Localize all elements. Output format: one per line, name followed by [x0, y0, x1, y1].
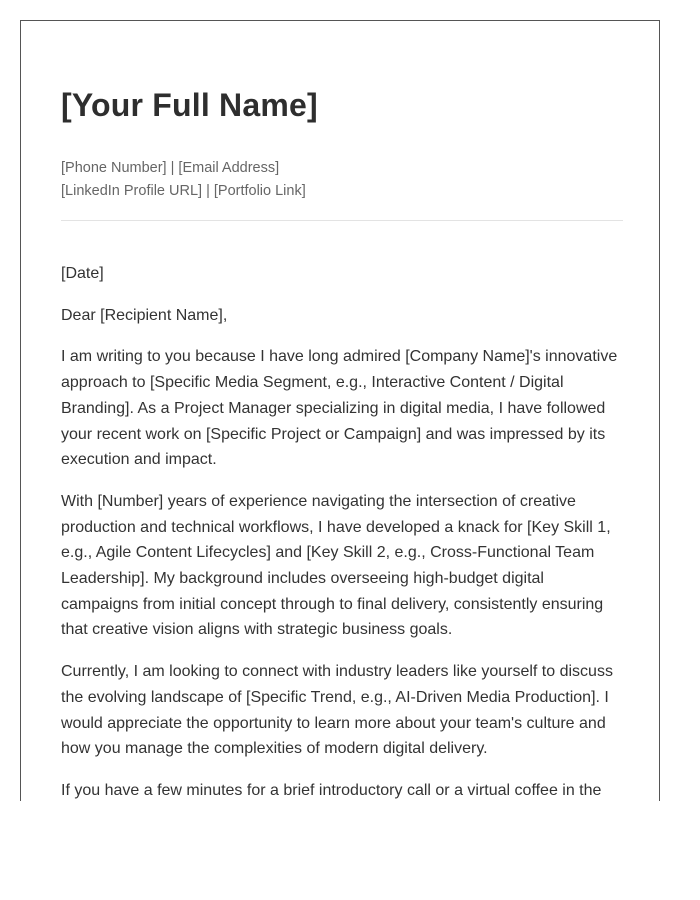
contact-info — [61, 157, 306, 203]
letter-paragraph-2: With [Number] years of experience navigating the intersection of creative production and technical workflows, I have developed a knack for [Key Skill 1, e.g., Agile Content Lifecycles] and [Key Skill 2, e.g., Cross-Functional Team Leadership]. My background includes overseeing high-budget digital campaigns from initial concept through to final delivery, consistently ensuring that creative vision aligns with strategic business goals. — [61, 492, 611, 639]
sender-name: [Your Full Name] — [61, 87, 318, 123]
letter-paragraph-4: If you have a few minutes for a brief introductory call or a virtual coffee in the — [61, 781, 602, 799]
letter-paragraph-3: Currently, I am looking to connect with industry leaders like yourself to discuss the evolving landscape of [Specific Trend, e.g., AI-Driven Media Production]. I would appreciate the opportunity to learn more about your team's culture and how you manage the complexities of modern digital delivery. — [61, 663, 613, 758]
letter-page — [20, 20, 660, 801]
contact-line-phone-email: [Phone Number] | [Email Address] — [61, 160, 280, 176]
letter-date: [Date] — [61, 265, 104, 282]
letter-salutation: Dear [Recipient Name], — [61, 306, 228, 324]
contact-line-links: [LinkedIn Profile URL] | [Portfolio Link] — [61, 183, 306, 199]
letter-paragraph-1: I am writing to you because I have long admired [Company Name]'s innovative approach to [Specific Media Segment, e.g., Interactive Content / Digital Branding]. As a Project Manager specializing in digital media, I have followed your recent work on [Specific Project or Campaign] and was impressed by its execution and impact. — [61, 348, 618, 469]
header-divider — [61, 220, 623, 221]
letter-body — [61, 261, 623, 801]
